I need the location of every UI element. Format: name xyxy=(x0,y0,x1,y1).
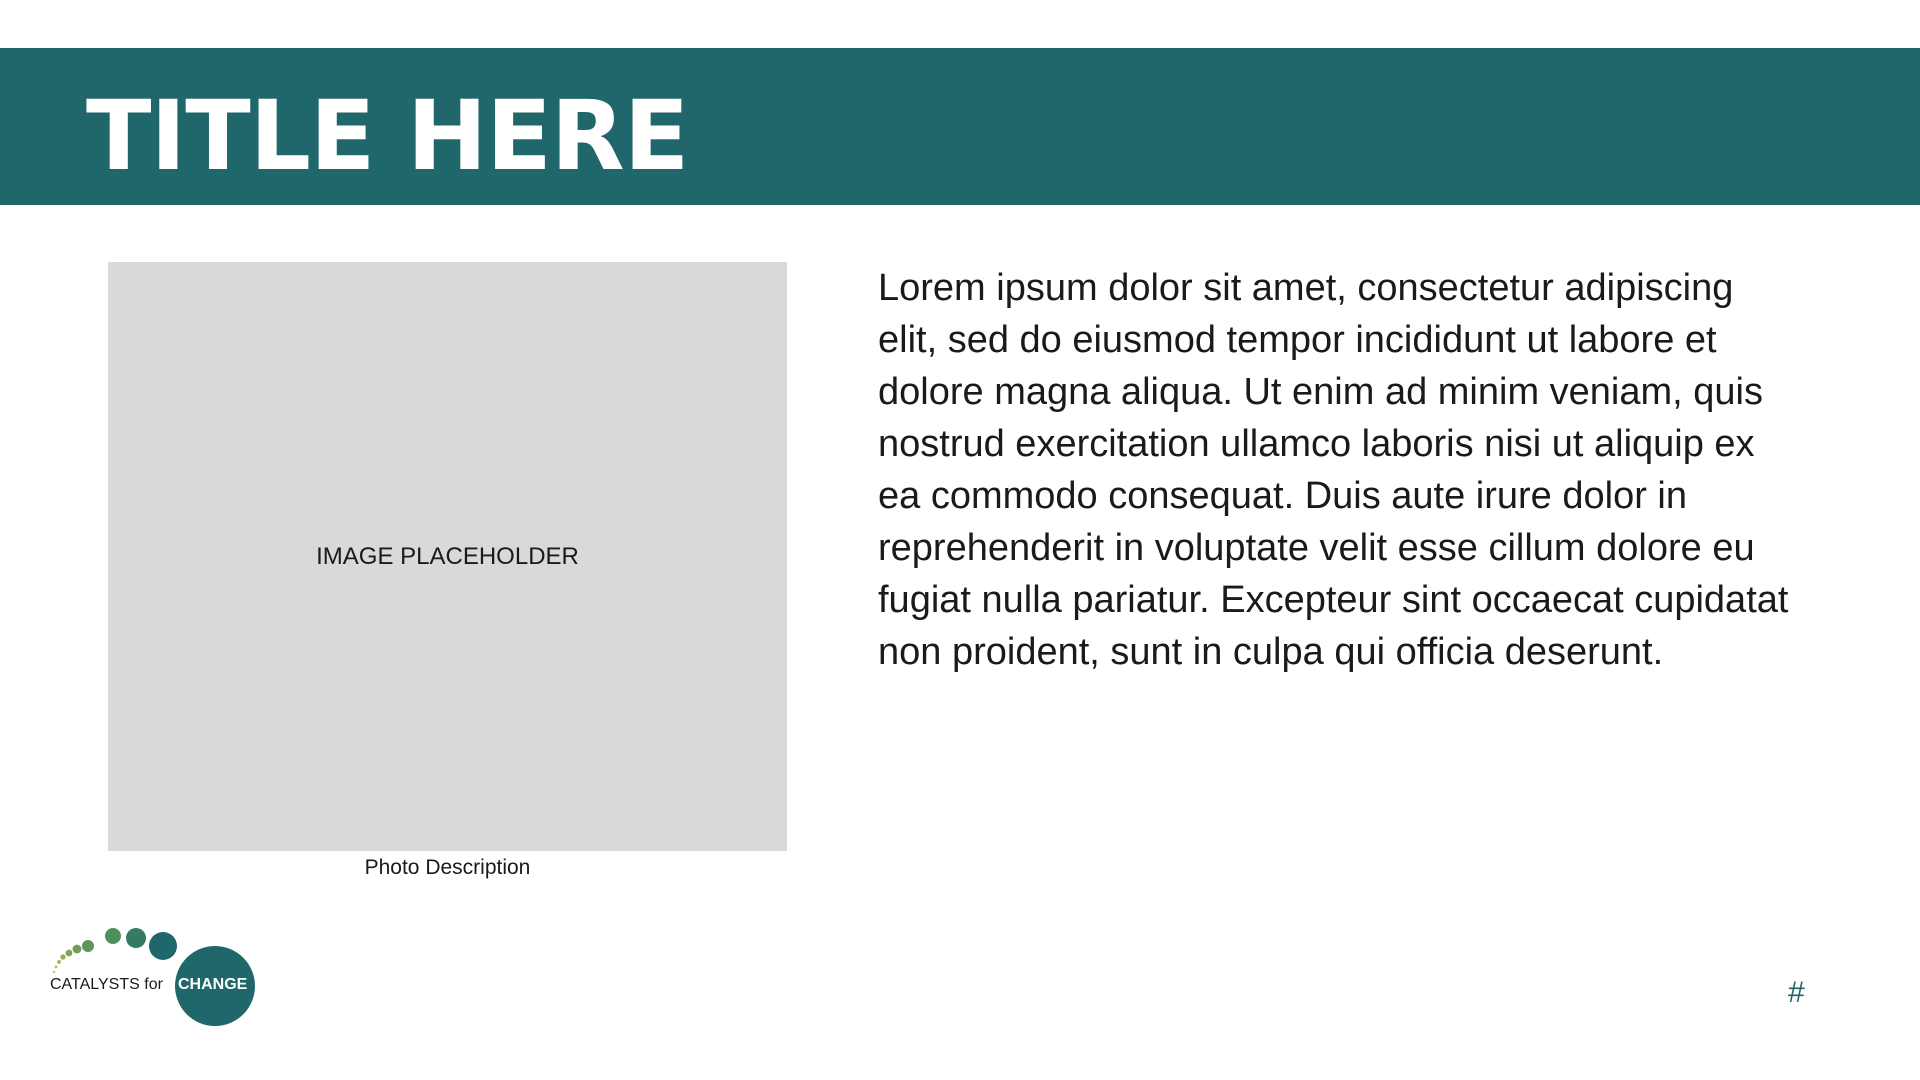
image-placeholder xyxy=(108,262,787,851)
catalysts-for-change-logo xyxy=(46,920,266,1030)
title-bar xyxy=(0,48,1920,205)
photo-caption: Photo Description xyxy=(364,856,531,879)
logo-text-catalysts-for: CATALYSTS for xyxy=(50,976,163,993)
page-number: # xyxy=(1788,976,1805,1009)
image-placeholder-label: IMAGE PLACEHOLDER xyxy=(316,542,579,570)
logo-dots-graphic xyxy=(46,920,266,1030)
logo-text-change: CHANGE xyxy=(178,976,248,993)
body-text: Lorem ipsum dolor sit amet, consectetur adipiscing elit, sed do eiusmod tempor incididunt ut labore et dolore magna aliqua. Ut enim ad minim veniam, quis nostrud exercitation ullamco laboris nisi ut aliquip ex ea commodo consequat. Duis aute irure dolor in reprehenderit in voluptate velit esse cillum dolore eu fugiat nulla pariatur. Excepteur sint occaecat cupidatat non proident, sunt in culpa qui officia deserunt. xyxy=(878,267,1789,673)
slide-title: TITLE HERE xyxy=(86,80,689,192)
